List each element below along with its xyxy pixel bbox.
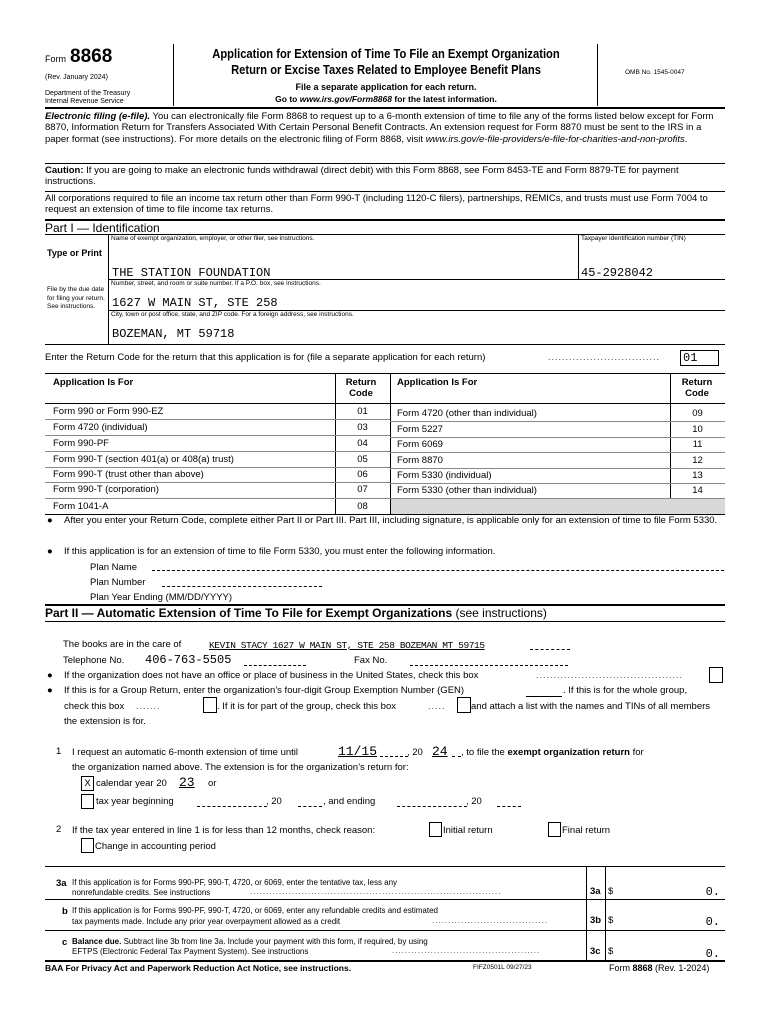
part1-title: Part I — Identification (45, 221, 160, 235)
gen-field[interactable] (526, 696, 562, 697)
app-name: Form 6069 (397, 439, 443, 450)
accounting-change-label: Change in accounting period (95, 841, 216, 852)
fax-field[interactable] (410, 665, 568, 666)
line3c-amount-field[interactable]: 0. (705, 947, 720, 961)
corporations-paragraph: All corporations required to file an income tax return other than Form 990-T (including 1120-C filers), partnerships, REMICs, and trusts must use Form 7004 to request an extension of time to file income tax returns. (45, 193, 708, 215)
part-group-text: . If it is for part of the group, check this box (217, 701, 397, 712)
app-code: 11 (692, 439, 703, 450)
app-code: 12 (692, 455, 703, 466)
line3c-text2: EFTPS (Electronic Federal Tax Payment System). See instructions (72, 947, 309, 956)
bullet-form5330: If this application is for an extension of time to file Form 5330, you must enter the following information. (64, 546, 496, 557)
tax-year-end-yr-field[interactable] (497, 806, 521, 807)
line3a-text1: If this application is for Forms 990-PF, 990-T, 4720, or 6069, enter the tentative tax, less any (72, 878, 398, 887)
tax-year-20a: , 20 (266, 796, 282, 807)
title-line1: Application for Extension of Time To File an Exempt Organization (212, 46, 560, 61)
table-header-app-left: Application Is For (53, 377, 134, 388)
line3c-label: 3c (590, 946, 601, 957)
plan-number-field[interactable] (162, 586, 322, 587)
city-label: City, town or post office, state, and ZIP code. For a foreign address, see instructions. (111, 311, 354, 318)
app-name: Form 1041-A (53, 501, 109, 512)
line1-text2: , to file the exempt organization return for (461, 747, 644, 758)
tax-year-label: tax year beginning (96, 796, 174, 807)
app-name: Form 990 or Form 990-EZ (53, 406, 164, 417)
telephone-label: Telephone No. (63, 655, 125, 666)
app-name: Form 990-T (trust other than above) (53, 469, 204, 480)
tax-year-checkbox[interactable] (81, 794, 94, 809)
plan-number-label: Plan Number (90, 577, 146, 588)
fax-label: Fax No. (354, 655, 388, 666)
app-code: 09 (692, 408, 703, 419)
group-return-text: If this is for a Group Return, enter the organization’s four-digit Group Exemption Number (GEN) (64, 685, 465, 696)
line1-text3: the organization named above. The extension is for the organization’s return for: (72, 762, 409, 773)
tax-year-begin-yr-field[interactable] (298, 806, 322, 807)
telephone-field[interactable]: 406-763-5505 (145, 653, 232, 667)
line3a-number: 3a (56, 878, 67, 889)
name-label: Name of exempt organization, employer, or other filer, see instructions. (111, 235, 315, 242)
extension-for-text: the extension is for. (64, 716, 146, 727)
application-table (45, 373, 725, 514)
books-label: The books are in the care of (63, 639, 182, 650)
street-label: Number, street, and room or suite number. If a P.O. box, see instructions. (111, 280, 321, 287)
line3b-text2: tax payments made. Include any prior year overpayment allowed as a credit (72, 917, 341, 926)
tax-year-ending: , and ending (323, 796, 376, 807)
no-office-text: If the organization does not have an office or place of business in the United States, check this box (64, 670, 479, 681)
subtitle-goto: Go to www.irs.gov/Form8868 for the latest information. (275, 94, 497, 104)
return-code-field[interactable]: 01 (680, 350, 719, 366)
bullet-return-code: After you enter your Return Code, complete either Part II or Part III. Part III, including signature, is applicable only for an extension of time to file Form 5330. (64, 515, 718, 526)
tax-year-20b: , 20 (466, 796, 482, 807)
bullet-mark: ● (47, 685, 53, 696)
dept-line1: Department of the Treasury (45, 90, 131, 97)
app-code: 13 (692, 470, 703, 481)
table-header-code-right: Return Code (681, 377, 713, 399)
attach-list-text: and attach a list with the names and TINs of all members (471, 701, 711, 712)
line3a-amount-field[interactable]: 0. (705, 885, 720, 899)
app-name: Form 990-T (corporation) (53, 484, 159, 495)
title-line2: Return or Excise Taxes Related to Employee Benefit Plans (231, 62, 541, 77)
group-return-text2: . If this is for the whole group, (563, 685, 688, 696)
form-number: 8868 (70, 46, 113, 67)
no-office-checkbox[interactable] (709, 667, 723, 683)
footer-form: Form 8868 (Rev. 1-2024) (609, 963, 710, 973)
bullet-mark: ● (47, 670, 53, 681)
app-name: Form 990-T (section 401(a) or 408(a) trust) (53, 454, 234, 465)
accounting-change-checkbox[interactable] (81, 838, 94, 853)
form-revision: (Rev. January 2024) (45, 74, 108, 81)
app-code: 06 (357, 469, 368, 480)
efile-paragraph: Electronic filing (e-file). You can electronically file Form 8868 to request up to a 6-month extension of time to file any of the forms listed below except for Form 8870, Information Return for Transfers Associated With Certain Personal Benefit Contracts. An extension request for Form 8870 must be sent to the IRS in a paper format (see instructions). For more details on the electronic filing of Form 8868, visit www.irs.gov/e-file-providers/e-file-for-charities-and-non-profits. (45, 111, 714, 145)
line2-text: If the tax year entered in line 1 is for less than 12 months, check reason: (72, 825, 376, 836)
app-name: Form 8870 (397, 455, 443, 466)
tax-year-end-field[interactable] (397, 806, 467, 807)
extension-date-field[interactable]: 11/15 (338, 744, 378, 759)
app-name: Form 4720 (individual) (53, 422, 148, 433)
line1-comma20: , 20 (407, 747, 423, 758)
line3b-amount-field[interactable]: 0. (705, 915, 720, 929)
city-field[interactable]: BOZEMAN, MT 59718 (112, 327, 235, 341)
tax-year-begin-field[interactable] (197, 806, 267, 807)
tin-label: Taxpayer identification number (TIN) (581, 235, 686, 242)
line3a-text2: nonrefundable credits. See instructions (72, 888, 211, 897)
table-header-code-left: Return Code (345, 377, 377, 399)
app-name: Form 990-PF (53, 438, 109, 449)
app-code: 01 (357, 406, 368, 417)
extension-year-field[interactable]: 24 (432, 744, 448, 759)
plan-name-label: Plan Name (90, 562, 137, 573)
app-code: 08 (357, 501, 368, 512)
initial-return-label: Initial return (443, 825, 493, 836)
footer-code: FIFZ0501L 09/27/23 (473, 964, 532, 971)
app-code: 04 (357, 438, 368, 449)
initial-return-checkbox[interactable] (429, 822, 442, 837)
dollar-sign: $ (608, 946, 614, 957)
table-header-app-right: Application Is For (397, 377, 478, 388)
books-care-field[interactable]: KEVIN STACY 1627 W MAIN ST, STE 258 BOZEMAN MT 59715 (209, 640, 485, 651)
plan-year-label: Plan Year Ending (MM/DD/YYYY) (90, 592, 233, 603)
omb-number: OMB No. 1545-0047 (625, 69, 685, 76)
app-code: 10 (692, 424, 703, 435)
calendar-year-checkbox[interactable]: X (81, 776, 94, 791)
form-header (45, 44, 725, 108)
line3c-number: c (62, 937, 68, 948)
dollar-sign: $ (608, 886, 614, 897)
dollar-sign: $ (608, 915, 614, 926)
calendar-year-label: calendar year 20 (96, 778, 167, 789)
line3b-number: b (62, 906, 68, 917)
line1-text: I request an automatic 6-month extension of time until (72, 747, 299, 758)
part-group-checkbox[interactable] (457, 697, 471, 713)
app-code: 03 (357, 422, 368, 433)
line3c-text1: Balance due. Subtract line 3b from line 3a. Include your payment with this form, if required, by using (72, 937, 428, 946)
app-name: Form 5227 (397, 424, 443, 435)
file-by-note: File by the due date for filing your return. See instructions. (47, 286, 105, 310)
dept-line2: Internal Revenue Service (45, 98, 124, 105)
line1-number: 1 (56, 746, 62, 757)
final-return-label: Final return (562, 825, 611, 836)
app-code: 05 (357, 454, 368, 465)
final-return-checkbox[interactable] (548, 822, 561, 837)
line3b-text1: If this application is for Forms 990-PF, 990-T, 4720, or 6069, enter any refundable credits and estimated (72, 906, 438, 915)
bullet-mark: ● (47, 515, 53, 526)
return-code-prompt: Enter the Return Code for the return that this application is for (file a separate application for each return) (45, 352, 486, 363)
tin-field[interactable]: 45-2928042 (581, 266, 654, 280)
app-name: Form 4720 (other than individual) (397, 408, 537, 419)
group-check-text: check this box (64, 701, 125, 712)
app-code: 14 (692, 485, 703, 496)
calendar-year-field[interactable]: 23 (179, 775, 195, 790)
calendar-or: or (208, 778, 217, 789)
street-field[interactable]: 1627 W MAIN ST, STE 258 (112, 296, 278, 310)
line3b-label: 3b (590, 915, 602, 926)
form-word: Form (45, 54, 66, 64)
whole-group-checkbox[interactable] (203, 697, 217, 713)
subtitle-separate: File a separate application for each return. (295, 82, 477, 92)
bullet-mark: ● (47, 546, 53, 557)
plan-name-field[interactable] (152, 570, 724, 571)
footer-baa: BAA For Privacy Act and Paperwork Reduction Act Notice, see instructions. (45, 963, 352, 973)
part2-title: Part II — Automatic Extension of Time To File for Exempt Organizations (see instructions) (45, 606, 547, 620)
caution-paragraph: Caution: If you are going to make an electronic funds withdrawal (direct debit) with this Form 8868, see Form 8453-TE and Form 8879-TE for payment instructions. (45, 165, 679, 187)
app-code: 07 (357, 484, 368, 495)
app-name: Form 5330 (individual) (397, 470, 492, 481)
type-or-print: Type or Print (47, 248, 102, 258)
org-name-field[interactable]: THE STATION FOUNDATION (112, 266, 271, 280)
app-name: Form 5330 (other than individual) (397, 485, 537, 496)
line2-number: 2 (56, 824, 62, 835)
line3a-label: 3a (590, 886, 601, 897)
form-title (205, 46, 568, 78)
